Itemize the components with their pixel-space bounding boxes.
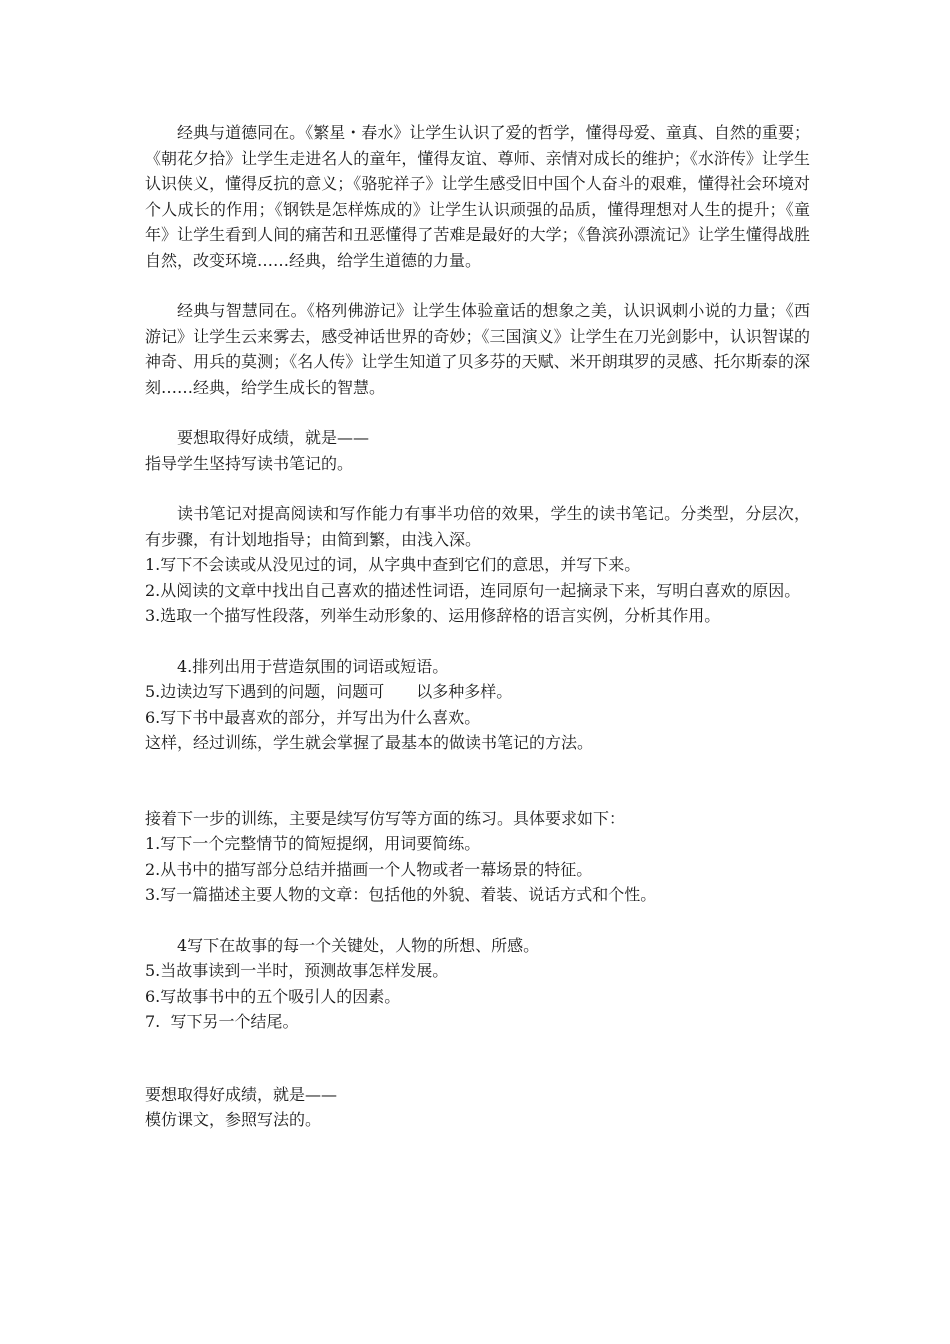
list-item: 1.写下一个完整情节的简短提纲，用词要简练。: [145, 834, 481, 853]
list-item: 6.写下书中最喜欢的部分，并写出为什么喜欢。: [145, 707, 481, 727]
list-item: 5.边读边写下遇到的问题，问题可 以多种多样。: [145, 682, 513, 701]
paragraph-reading-notes: 读书笔记对提高阅读和写作能力有事半功倍的效果，学生的读书笔记。分类型，分层次，有步骤，有计划地指导；由简到繁，由浅入深。: [145, 504, 810, 549]
list-item: 6.写故事书中的五个吸引人的因素。: [145, 986, 401, 1006]
list-item: 3.选取一个描写性段落，列举生动形象的、运用修辞格的语言实例，分析其作用。: [145, 606, 721, 625]
paragraph-classics-wisdom: 经典与智慧同在。《格列佛游记》让学生体验童话的想象之美，认识讽刺小说的力量；《西游记》让学生云来雾去，感受神话世界的奇妙；《三国演义》让学生在刀光剑影中，认识智谋的神奇、用兵的莫测；《名人传》让学生知道了贝多芬的天赋、米开朗琪罗的灵感、托尔斯泰的深刻……经典，给学生成长的智慧。: [145, 301, 810, 397]
summary-line: 这样，经过训练，学生就会掌握了最基本的做读书笔记的方法。: [145, 733, 594, 752]
document-page: [145, 120, 810, 1133]
list-item: 5.当故事读到一半时，预测故事怎样发展。: [145, 961, 449, 980]
heading-imitate-texts: 模仿课文，参照写法的。: [145, 1110, 322, 1129]
heading-good-grades-1: 要想取得好成绩，就是——: [177, 428, 370, 447]
heading-good-grades-2: 要想取得好成绩，就是——: [145, 1084, 338, 1104]
list-item: 4.排列出用于营造氛围的词语或短语。: [177, 656, 449, 676]
list-item: 3.写一篇描述主要人物的文章：包括他的外貌、着装、说话方式和个性。: [145, 885, 657, 904]
paragraph-classics-morality: 经典与道德同在。《繁星・春水》让学生认识了爱的哲学，懂得母爱、童真、自然的重要；《朝花夕拾》让学生走进名人的童年，懂得友谊、尊师、亲情对成长的维护；《水浒传》让学生认识侠义，懂得反抗的意义；《骆驼祥子》让学生感受旧中国个人奋斗的艰难，懂得社会环境对个人成长的作用；《钢铁是怎样炼成的》让学生认识顽强的品质，懂得理想对人生的提升；《童年》让学生看到人间的痛苦和丑恶懂得了苦难是最好的大学；《鲁滨孙漂流记》让学生懂得战胜自然，改变环境……经典，给学生道德的力量。: [145, 123, 810, 270]
list-item: 2.从书中的描写部分总结并描画一个人物或者一幕场景的特征。: [145, 859, 593, 879]
list-item: 2.从阅读的文章中找出自己喜欢的描述性词语，连同原句一起摘录下来，写明白喜欢的原因。: [145, 580, 801, 600]
list-item: 7. 写下另一个结尾。: [145, 1012, 299, 1031]
heading-reading-notes: 指导学生坚持写读书笔记的。: [145, 453, 354, 473]
paragraph-next-step: 接着下一步的训练，主要是续写仿写等方面的练习。具体要求如下：: [145, 808, 626, 828]
list-item: 4写下在故事的每一个关键处，人物的所想、所感。: [177, 935, 540, 955]
list-item: 1.写下不会读或从没见过的词，从字典中查到它们的意思，并写下来。: [145, 555, 641, 574]
